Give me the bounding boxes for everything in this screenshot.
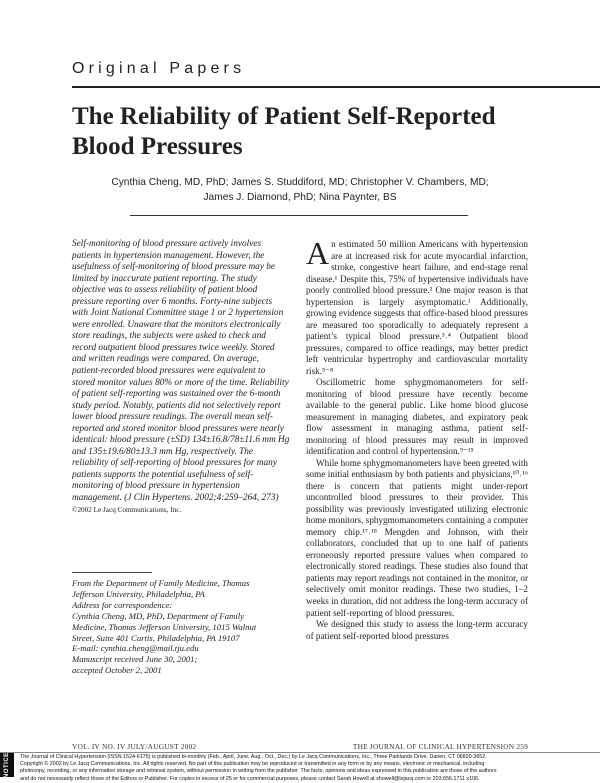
section-label: Original Papers [72,60,246,77]
abstract-copyright: ©2002 Le Jacq Communications, Inc. [72,505,182,514]
affiliation-line: Address for correspondence: [72,599,173,610]
drop-cap: A [306,235,330,271]
body-paragraph: Oscillometric home sphygmomanometers for self-monitoring of blood pressure have recently become available to the general public. Like home blood glucose measurement in managing diabetes, and expiratory peak flow assessment in managing asthma, patient self-monitoring of blood pressures may result in improved identification and control of hypertension.⁹⁻¹⁵ [306,377,528,457]
notice-line: The Journal of Clinical Hypertension (ISSN 1524-6175) is published bi-monthly (Feb., April, June, Aug., Oct., Dec.) by Le Jacq Communications, Inc., Three Parklands Drive, Darien, CT 06820-3652. [20,754,487,760]
notice-line: photocopy, recording, or any information storage and retrieval system, without permission in writing from the publisher. The facts, opinions and ideas expressed in this publication are those of the authors [20,768,497,775]
author-line-2: James J. Diamond, PhD; Nina Paynter, BS [203,191,397,203]
affiliation-line: Street, Suite 401 Curtis, Philadelphia, PA 19107 [72,632,240,643]
affiliation-rule [72,572,152,573]
affiliation-line: From the Department of Family Medicine, Thomas [72,578,250,588]
notice-text [14,753,600,782]
abstract [72,239,290,516]
body-paragraph: We designed this study to assess the long-term accuracy of patient self-reported blood pressures [306,619,528,641]
affiliation-line: Medicine, Thomas Jefferson University, 1015 Walnut [72,621,257,632]
paragraph-text: n estimated 50 million Americans with hypertension are at increased risk for acute myocardial infarction, stroke, congestive heart failure, and end-stage renal disease.¹ Despite this, 75% of hypertensive individuals have poorly controlled blood pressure.² One major reason is that hypertension is largely asymptomatic.¹ Additionally, growing evidence suggests that office-based blood pressures are measured too sporadically to adequately represent a patient’s typical blood pressure.³˒⁴ Outpatient blood pressures, compared to office readings, may better predict left ventricular hypertrophy and cardiovascular mortality risk.⁵⁻⁸ [306,239,528,376]
affiliation-line: Manuscript received June 30, 2001; [72,654,198,665]
body-paragraph [306,235,528,377]
abstract-text: Self-monitoring of blood pressure actively involves patients in hypertension management. However, the usefulness of self-monitoring of blood pressure may be limited by inaccurate patient reporting. The study objective was to assess reliability of patient blood pressure reporting over 6 months. Forty-nine subjects with Joint National Committee stage 1 or 2 hypertension were enrolled. Unaware that the monitors electronically store readings, the subjects were asked to check and record outpatient blood pressures twice weekly. Stored and written readings were compared. On average, patient-recorded blood pressures were equivalent to stored monitor values 80% or more of the time. Reliability of patient self-reporting was sustained over the 6-month study period. Notably, patients did not selectively report lower blood pressure readings. The overall mean self-reported and stored monitor blood pressures were nearly identical: blood pressure (±SD) 134±16.8/78±11.6 mm Hg and 135±19.6/80±13.3 mm Hg, respectively. The reliability of self-reporting of blood pressures for many patients supports the potential usefulness of self-monitoring of blood pressure in hypertension management. (J Clin Hypertens. 2002;4:259–264, 273) [72,239,290,504]
author-divider [130,215,468,216]
body-paragraph: While home sphygmomanometers have been greeted with some initial enthusiasm by both patients and physicians,¹⁰˒¹⁶ there is concern that patients might under-report uncontrolled blood pressures to their provider. This possibility was previously investigated utilizing electronic home monitors, sphygmomanometers containing a computer memory chip.¹⁷˒¹⁸ Mengden and Johnson, with their collaborators, concluded that up to one half of patients erroneously reported pressure values when compared to electronically stored readings. These studies also found that patients may report readings not contained in the monitor, or selectively omit monitor readings. These two studies, 1–2 weeks in duration, did not address the long-term accuracy of patient self-reporting of blood pressures. [306,457,528,618]
author-list [82,176,518,205]
notice-bar [0,752,600,782]
body-text [306,235,528,642]
affiliation-email[interactable]: E-mail: cynthia.cheng@mail.tju.edu [72,643,199,654]
notice-tab: NOTICE [0,753,14,777]
affiliation-line: Cynthia Cheng, MD, PhD, Department of Family [72,610,245,621]
notice-line: Copyright © 2002 by Le Jacq Communications, Inc. All rights reserved. No part of this publication may be reproduced or transmitted in any form or by any means, electronic or mechanical, including [20,761,485,768]
affiliation-block [72,578,292,676]
notice-line: and do not necessarily reflect those of the Editors or Publisher. For copies in excess of 25 or for commercial purposes, please contact Sarah Howell at showell@lejacq.com or 203.656.1711 x106. [20,775,480,782]
affiliation-line: Jefferson University, Philadelphia, PA [72,588,205,599]
author-line-1: Cynthia Cheng, MD, PhD; James S. Studdiford, MD; Christopher V. Chambers, MD; [111,177,489,188]
article-title: The Reliability of Patient Self-Reported Blood Pressures [72,103,496,160]
header-rule [72,86,600,88]
footer-journal-page: THE JOURNAL OF CLINICAL HYPERTENSION 259 [352,742,528,751]
footer-issue: VOL. IV NO. IV JULY/AUGUST 2002 [72,742,197,751]
affiliation-line: accepted October 2, 2001 [72,665,162,676]
